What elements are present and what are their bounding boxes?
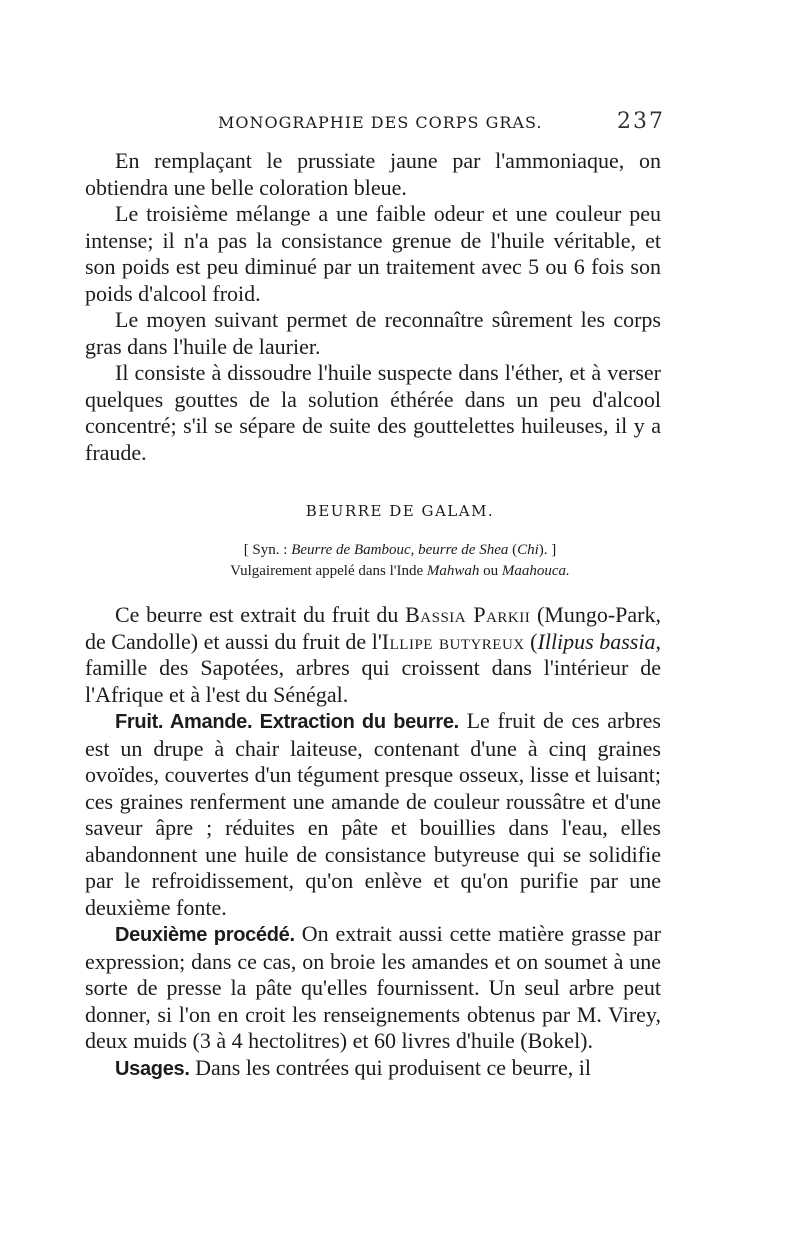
latin-name: Illipus bassia xyxy=(537,628,656,654)
vulgar-names-line xyxy=(0,561,800,582)
paragraph: Usages. Dans les contrées qui produisent ce beurre, il xyxy=(115,1054,591,1080)
synonyms-note xyxy=(0,540,800,582)
plant-name: Illipe butyreux xyxy=(381,628,525,654)
running-title: MONOGRAPHIE DES CORPS GRAS. xyxy=(218,113,543,132)
run-in-heading: Usages. xyxy=(115,1057,190,1080)
syn-paren: ( xyxy=(508,542,518,558)
paragraph: Le troisième mélange a une faible odeur et une couleur peu intense; il n'a pas la consistance grenue de l'huile véritable, et son poids est peu diminué par un traitement avec 5 ou 6 fois son poids d'alcool froid. xyxy=(85,201,661,306)
paragraph: Ce beurre est extrait du fruit du Bassia Parkii (Mungo-Park, de Candolle) et aussi du fruit de l'Illipe butyreux (Illipus bassia, famille des Sapotées, arbres qui croissent dans l'intérieur de l'Afrique et à l'est du Sénégal. xyxy=(85,602,661,707)
syn-name-chi: Chi xyxy=(517,542,539,558)
paragraph: En remplaçant le prussiate jaune par l'ammoniaque, on obtiendra une belle coloration bleue. xyxy=(85,148,661,200)
syn-label: [ Syn. : xyxy=(243,542,292,558)
vulgar-or: ou xyxy=(479,563,502,579)
paragraph: Deuxième procédé. On extrait aussi cette matière grasse par expression; dans ce cas, on broie les amandes et on soumet à une sorte de presse la pâte qu'elles fournissent. Un seul arbre peut donner, si l'on en croit les renseignements obtenus par M. Virey, deux muids (3 à 4 hectolitres) et 60 livres d'huile (Bokel). xyxy=(85,921,662,1053)
section-title: BEURRE DE GALAM. xyxy=(305,502,495,520)
page-number: 237 xyxy=(617,109,665,134)
vulgar-name-2: Maahouca. xyxy=(501,563,570,579)
paragraph: Le moyen suivant permet de reconnaître sûrement les corps gras dans l'huile de laurier. xyxy=(85,307,661,359)
syn-close: ). ] xyxy=(538,542,557,558)
paragraph: Fruit. Amande. Extraction du beurre. Le fruit de ces arbres est un drupe à chair laiteuse, contenant d'une à cinq graines ovoïdes, couvertes d'un tégument presque osseux, lisse et luisant; ces graines renferment une amande de couleur roussâtre et d'une saveur âpre ; réduites en pâte et bouillies dans l'eau, elles abandonnent une huile de consistance butyreuse qui se solidifie par le refroidissement, qu'on enlève et qu'on purifie par une deuxième fonte. xyxy=(85,708,661,920)
text-block-top xyxy=(85,148,661,466)
vulgar-name-1: Mahwah xyxy=(426,563,480,579)
vulgar-label: Vulgairement appelé dans l'Inde xyxy=(230,563,427,579)
page-header xyxy=(218,109,665,143)
synonyms-line xyxy=(0,540,800,561)
paragraph: Il consiste à dissoudre l'huile suspecte dans l'éther, et à verser quelques gouttes de la solution éthérée dans un peu d'alcool concentré; s'il se sépare de suite des gouttelettes huileuses, il y a fraude. xyxy=(85,360,661,465)
run-in-heading: Fruit. Amande. Extraction du beurre. xyxy=(115,711,459,733)
plant-name: Bassia Parkii xyxy=(405,602,531,627)
syn-names: Beurre de Bambouc, beurre de Shea xyxy=(291,542,509,558)
text-block-bottom xyxy=(85,602,661,1082)
run-in-heading: Deuxième procédé. xyxy=(115,924,295,946)
